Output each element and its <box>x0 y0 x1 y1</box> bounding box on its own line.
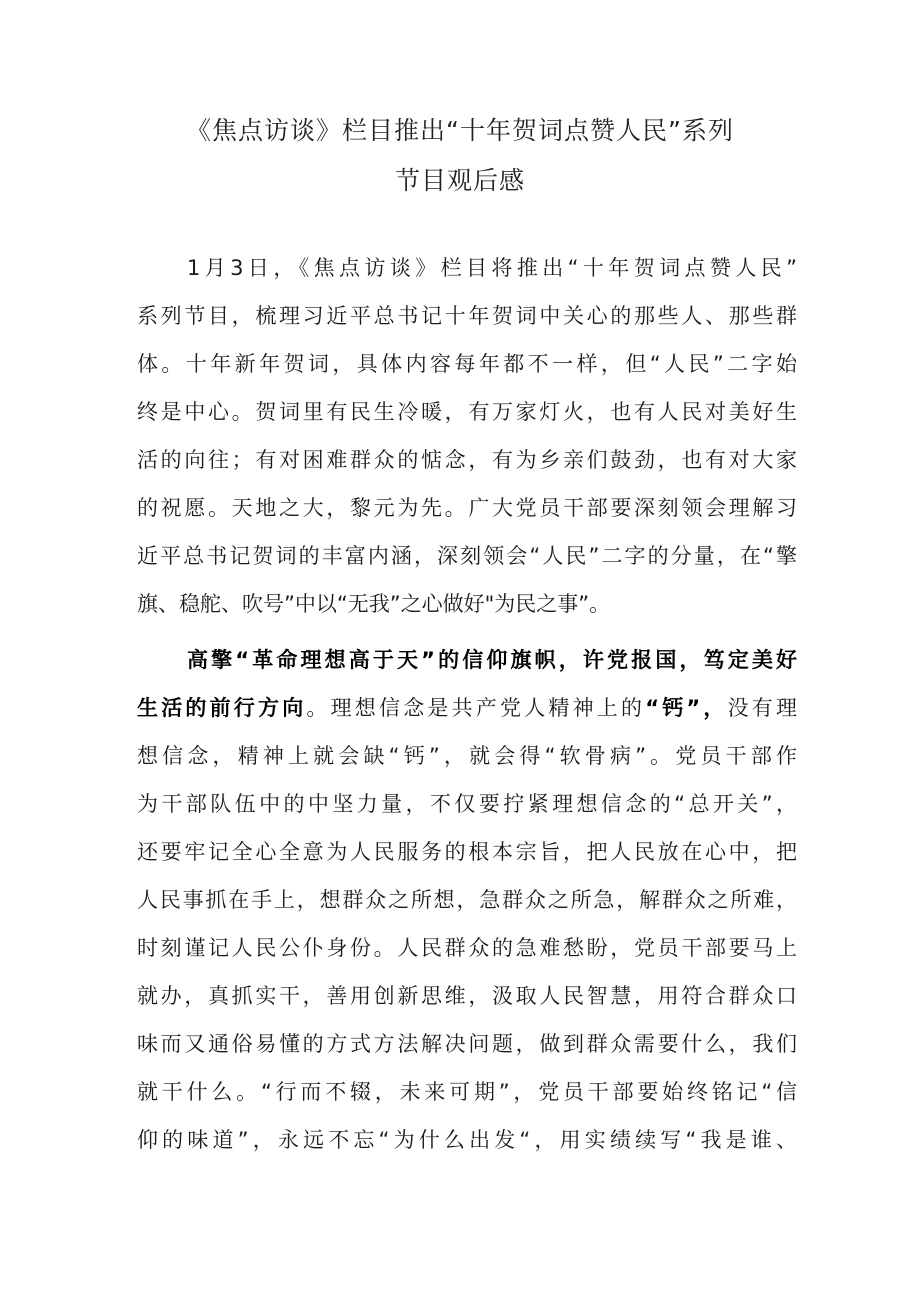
paragraph-1-line: 旗、稳舵、吹号”中以“无我”之心做好"为民之事”。 <box>137 592 611 616</box>
paragraph-1-line: 1月3日，《焦点访谈》栏目将推出“十年贺词点赞人民” <box>187 256 797 280</box>
paragraph-2-text: 没有理 <box>727 696 798 720</box>
paragraph-2-line: 就干什么。“行而不辍，未来可期”，党员干部要始终铭记“信 <box>137 1080 797 1104</box>
paragraph-2-heading-end: 生活的前行方向 <box>137 696 307 720</box>
paragraph-2-line: 为干部队伍中的中坚力量，不仅要拧紧理想信念的“总开关”， <box>137 792 797 816</box>
paragraph-1-line: 系列节目，梳理习近平总书记十年贺词中关心的那些人、那些群 <box>137 304 797 328</box>
paragraph-2-text: 。理想信念是共产党人精神上的 <box>306 696 646 720</box>
paragraph-2-line: 想信念，精神上就会缺“钙”，就会得“软骨病”。党员干部作 <box>137 744 797 768</box>
paragraph-2-line: 就办，真抓实干，善用创新思维，汲取人民智慧，用符合群众口 <box>137 984 797 1008</box>
paragraph-2-line: 人民事抓在手上，想群众之所想，急群众之所急，解群众之所难， <box>137 888 797 912</box>
paragraph-2-heading-line: 高擎“革命理想高于天”的信仰旗帜，许党报国，笃定美好 <box>187 648 797 672</box>
paragraph-2-line: 味而又通俗易懂的方式方法解决问题，做到群众需要什么，我们 <box>137 1032 797 1056</box>
document-title-line-2: 节目观后感 <box>394 166 525 195</box>
paragraph-1-line: 活的向往；有对困难群众的惦念，有为乡亲们鼓劲，也有对大家 <box>137 448 797 472</box>
paragraph-1-line: 体。十年新年贺词，具体内容每年都不一样，但“人民”二字始 <box>137 352 797 376</box>
paragraph-1-line: 终是中心。贺词里有民生冷暖，有万家灯火，也有人民对美好生 <box>137 400 797 424</box>
document-title-line-1: 《焦点访谈》栏目推出“十年贺词点赞人民”系列 <box>186 116 734 145</box>
paragraph-1-line: 的祝愿。天地之大，黎元为先。广大党员干部要深刻领会理解习 <box>137 496 797 520</box>
paragraph-2-line: 还要牢记全心全意为人民服务的根本宗旨，把人民放在心中，把 <box>137 840 797 864</box>
paragraph-2-emphasis: “钙”， <box>645 696 728 720</box>
paragraph-2-line: 仰的味道”，永远不忘“为什么出发“，用实绩续写“我是谁、 <box>137 1128 797 1152</box>
paragraph-1-line: 近平总书记贺词的丰富内涵，深刻领会“人民”二字的分量，在“擎 <box>137 544 797 568</box>
paragraph-2-mixed-line <box>137 688 797 728</box>
paragraph-2-line: 时刻谨记人民公仆身份。人民群众的急难愁盼，党员干部要马上 <box>137 936 797 960</box>
